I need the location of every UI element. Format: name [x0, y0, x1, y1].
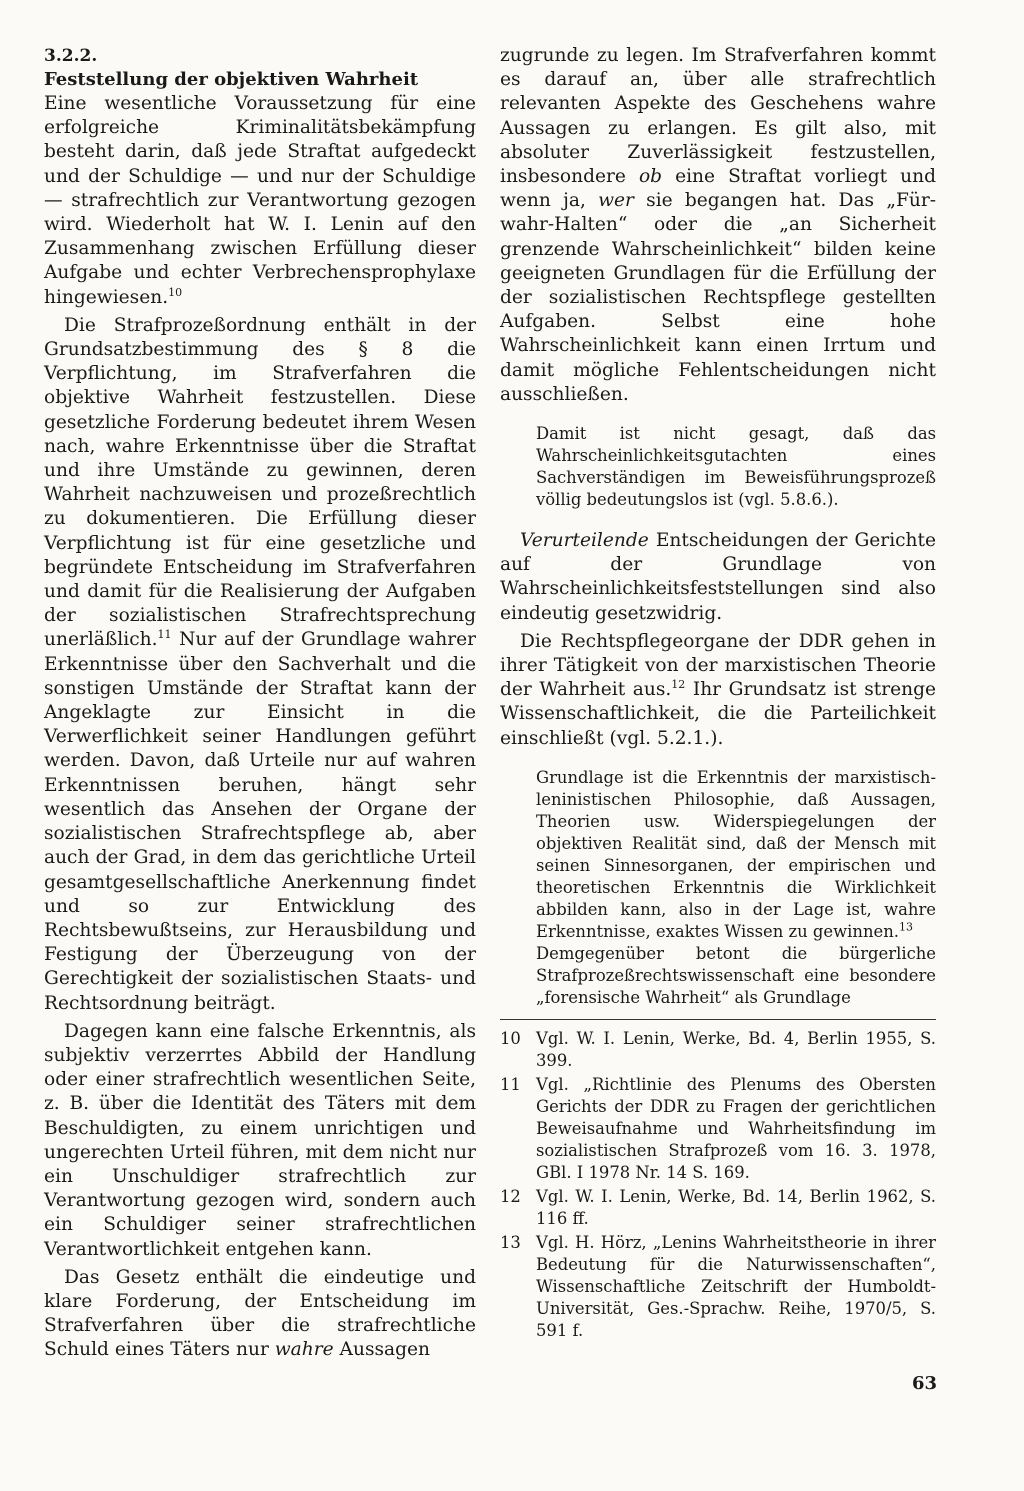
section-title: Feststellung der objektiven Wahrheit — [44, 69, 419, 90]
footnote: 11 Vgl. „Richtlinie des Plenums des Obersten Gerichts der DDR zu Fragen der gerichtlichen Beweisaufnahme und Wahrheitsfindung im sozialistischen Strafprozeß vom 16. 3. 1978, GBl. I 1978 Nr. 14 S. 169. — [500, 1074, 936, 1182]
footnote: 13 Vgl. H. Hörz, „Lenins Wahrheitstheorie in ihrer Bedeutung für die Naturwissenschaften“, Wissenschaftliche Zeitschrift der Humboldt-Universität, Ges.-Sprachw. Reihe, 1970/5, S. 591 f. — [500, 1232, 936, 1340]
footnote-ref: 11 — [157, 628, 172, 642]
paragraph: Die Strafprozeßordnung enthält in der Grundsatzbestimmung des § 8 die Verpflichtung, im Strafverfahren die objektive Wahrheit festzustellen. Diese gesetzliche Forderung bedeutet ihrem Wesen nach, wahre Erkenntnisse über die Straftat und ihre Umstände zu gewinnen, deren Wahrheit nachzuweisen und prozeßrechtlich zu dokumentieren. Die Erfüllung dieser Verpflichtung ist für eine gesetzliche und begründete Entscheidung im Strafverfahren und damit für die Realisierung der Aufgaben der sozialistischen Strafrechtsprechung unerläßlich.$^{11}$ Nur auf der Grundlage wahrer Erkenntnisse über den Sachverhalt und die sonstigen Umstände der Straftat kann der Angeklagte zur Einsicht in die Verwerflichkeit seiner Handlungen geführt werden. Davon, daß Urteile nur auf wahren Erkenntnissen beruhen, hängt sehr wesentlich das Ansehen der Organe der sozialistischen Strafrechtspflege ab, aber auch der Grad, in dem das gerichtliche Urteil gesamtgesellschaftliche Anerkennung findet und so zur Entwicklung des Rechtsbewußtseins, zur Herausbildung und Festigung der Überzeugung von der Gerechtigkeit der sozialistischen Staats- und Rechtsordnung beiträgt. — [44, 314, 476, 1014]
paragraph: Eine wesentliche Voraussetzung für eine erfolgreiche Kriminalitätsbekämpfung besteht darin, daß jede Straftat aufgedeckt und der Schuldige — und nur der Schuldige — strafrechtlich zur Verantwortung gezogen wird. Wiederholt hat W. I. Lenin auf den Zusammenhang zwischen Erfüllung dieser Aufgabe und echter Verbrechensprophylaxe hingewiesen.$^{10}$ — [44, 93, 476, 308]
footnote: 12 Vgl. W. I. Lenin, Werke, Bd. 14, Berlin 1962, S. 116 ff. — [500, 1186, 936, 1228]
paragraph: Verurteilende Entscheidungen der Gerichte auf der Grundlage von Wahrscheinlichkeitsfeststellungen sind also eindeutig gesetzwidrig. — [500, 530, 936, 624]
left-column — [44, 44, 476, 1363]
note-paragraph: Damit ist nicht gesagt, daß das Wahrscheinlichkeitsgutachten eines Sachverständigen im Beweisführungsprozeß völlig bedeutungslos ist (vgl. 5.8.6.). — [536, 424, 936, 510]
footnote-ref: 12 — [671, 678, 686, 692]
page-number: 63 — [912, 1373, 938, 1394]
footnote-divider — [500, 1019, 936, 1020]
paragraph: zugrunde zu legen. Im Strafverfahren kommt es darauf an, über alle strafrechtlich relevanten Aspekte des Geschehens wahre Aussagen zu erlangen. Es gilt also, mit absoluter Zuverlässigkeit festzustellen, insbesondere ob eine Straftat vorliegt und wenn ja, wer sie begangen hat. Das „Für-wahr-Halten“ oder die „an Sicherheit grenzende Wahrscheinlichkeit“ bilden keine geeigneten Grundlagen für die Erfüllung der der sozialistischen Rechtspflege gestellten Aufgaben. Selbst eine hohe Wahrscheinlichkeit kann einen Irrtum und damit mögliche Fehlentscheidungen nicht ausschließen. — [500, 45, 936, 405]
footnote-ref: 10 — [168, 285, 183, 299]
note-paragraph: Grundlage ist die Erkenntnis der marxistisch-leninistischen Philosophie, daß Aussagen, Theorien usw. Widerspiegelungen der objektiven Realität sind, daß der Mensch mit seinen Sinnesorganen, der empirischen und theoretischen Erkenntnis die Wirklichkeit abbilden kann, also in der Lage ist, wahre Erkenntnisse, exaktes Wissen zu gewinnen.$^{13}$ — [536, 767, 936, 941]
footnotes — [500, 1028, 936, 1342]
footnote: 10 Vgl. W. I. Lenin, Werke, Bd. 4, Berlin 1955, S. 399. — [500, 1028, 936, 1070]
right-column — [500, 44, 936, 1344]
section-number: 3.2.2. — [44, 46, 98, 66]
paragraph: Das Gesetz enthält die eindeutige und klare Forderung, der Entscheidung im Strafverfahren über die strafrechtliche Schuld eines Täters nur wahre Aussagen — [44, 1266, 476, 1361]
paragraph: Dagegen kann eine falsche Erkenntnis, als subjektiv verzerrtes Abbild der Handlung oder einer strafrechtlich wesentlichen Seite, z. B. über die Identität des Täters mit dem Beschuldigten, zu einem unrichtigen und ungerechten Urteil führen, mit dem nicht nur ein Unschuldiger strafrechtlich zur Verantwortung gezogen wird, sondern auch ein Schuldiger seiner strafrechtlichen Verantwortlichkeit entgehen kann. — [44, 1020, 476, 1260]
note-paragraph: Demgegenüber betont die bürgerliche Strafprozeßrechtswissenschaft eine besondere „forensische Wahrheit“ als Grundlage — [536, 943, 936, 1007]
footnote-ref: 13 — [898, 920, 913, 934]
paragraph: Die Rechtspflegeorgane der DDR gehen in ihrer Tätigkeit von der marxistischen Theorie der Wahrheit aus.$^{12}$ Ihr Grundsatz ist strenge Wissenschaftlichkeit, die die Parteilichkeit einschließt (vgl. 5.2.1.). — [500, 630, 936, 749]
